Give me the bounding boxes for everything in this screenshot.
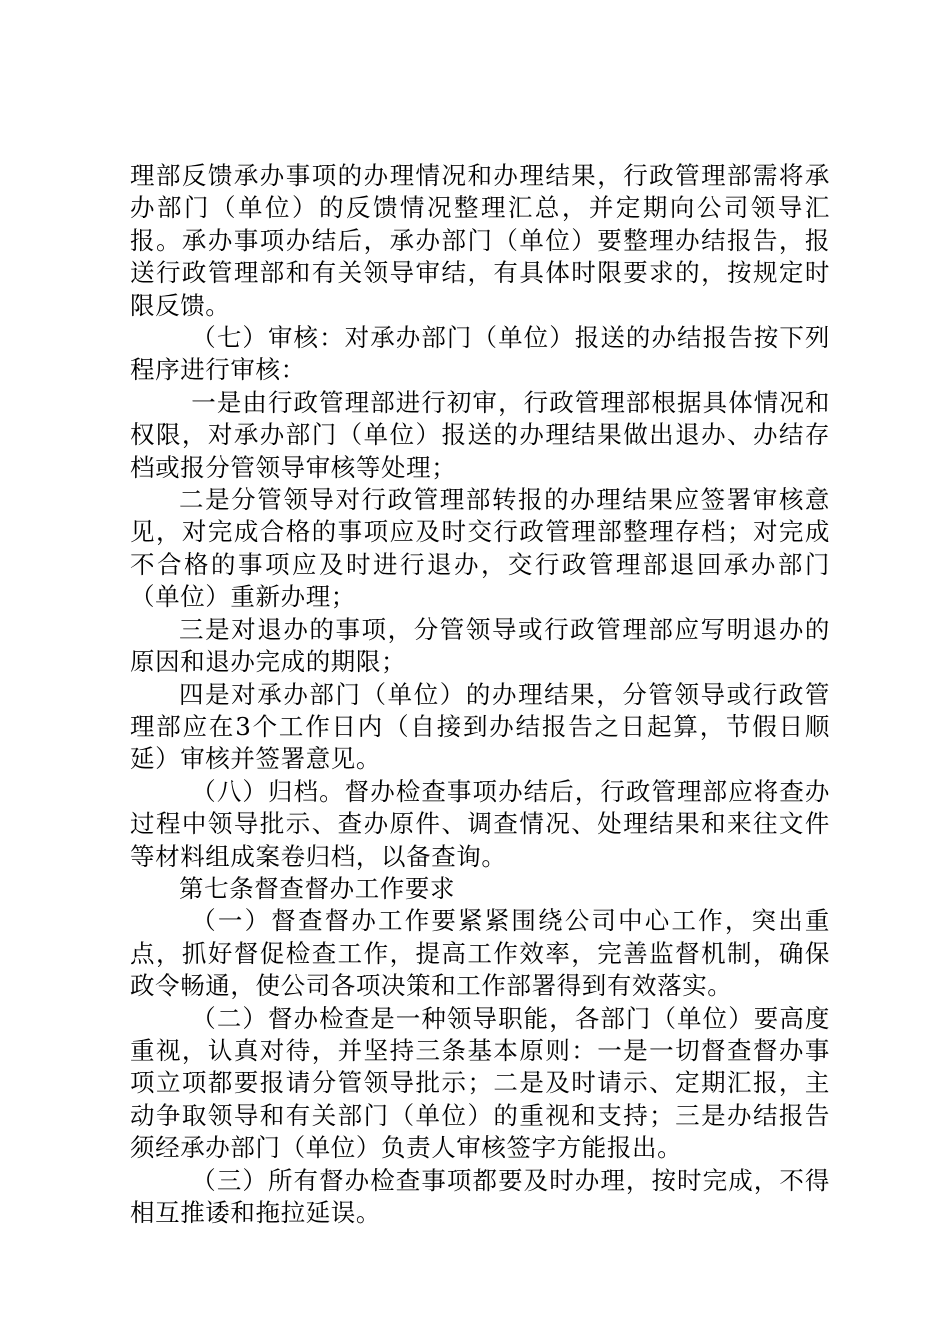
paragraph-4: 二是分管领导对行政管理部转报的办理结果应签署审核意见，对完成合格的事项应及时交行政管理部整理存档；对完成不合格的事项应及时进行退办，交行政管理部退回承办部门（单位）重新办理；: [130, 485, 830, 612]
paragraph-11: （三）所有督办检查事项都要及时办理，按时完成，不得相互推诿和拖拉延误。: [130, 1165, 830, 1227]
document-body: [130, 160, 830, 1229]
paragraph-6: 四是对承办部门（单位）的办理结果，分管领导或行政管理部应在3个工作日内（自接到办结报告之日起算，节假日顺延）审核并签署意见。: [130, 679, 830, 774]
paragraph-10: （二）督办检查是一种领导职能，各部门（单位）要高度重视，认真对待，并坚持三条基本原则：一是一切督查督办事项立项都要报请分管领导批示；二是及时请示、定期汇报，主动争取领导和有关部门（单位）的重视和支持；三是办结报告须经承办部门（单位）负责人审核签字方能报出。: [130, 1003, 830, 1163]
section-heading: 第七条督查督办工作要求: [179, 873, 456, 903]
paragraph-5: 三是对退办的事项，分管领导或行政管理部应写明退办的原因和退办完成的期限；: [130, 614, 830, 677]
paragraph-3: 一是由行政管理部进行初审，行政管理部根据具体情况和权限，对承办部门（单位）报送的办理结果做出退办、办结存档或报分管领导审核等处理；: [130, 387, 830, 482]
paragraph-2: （七）审核：对承办部门（单位）报送的办结报告按下列程序进行审核：: [130, 323, 830, 385]
paragraph-7: （八）归档。督办检查事项办结后，行政管理部应将查办过程中领导批示、查办原件、调查情况、处理结果和来往文件等材料组成案卷归档，以备查询。: [130, 776, 830, 871]
paragraph-1: 理部反馈承办事项的办理情况和办理结果，行政管理部需将承办部门（单位）的反馈情况整理汇总，并定期向公司领导汇报。承办事项办结后，承办部门（单位）要整理办结报告，报送行政管理部和有关领导审结，有具体时限要求的，按规定时限反馈。: [130, 161, 830, 320]
paragraph-9: （一）督查督办工作要紧紧围绕公司中心工作，突出重点，抓好督促检查工作，提高工作效率，完善监督机制，确保政令畅通，使公司各项决策和工作部署得到有效落实。: [130, 906, 830, 1001]
